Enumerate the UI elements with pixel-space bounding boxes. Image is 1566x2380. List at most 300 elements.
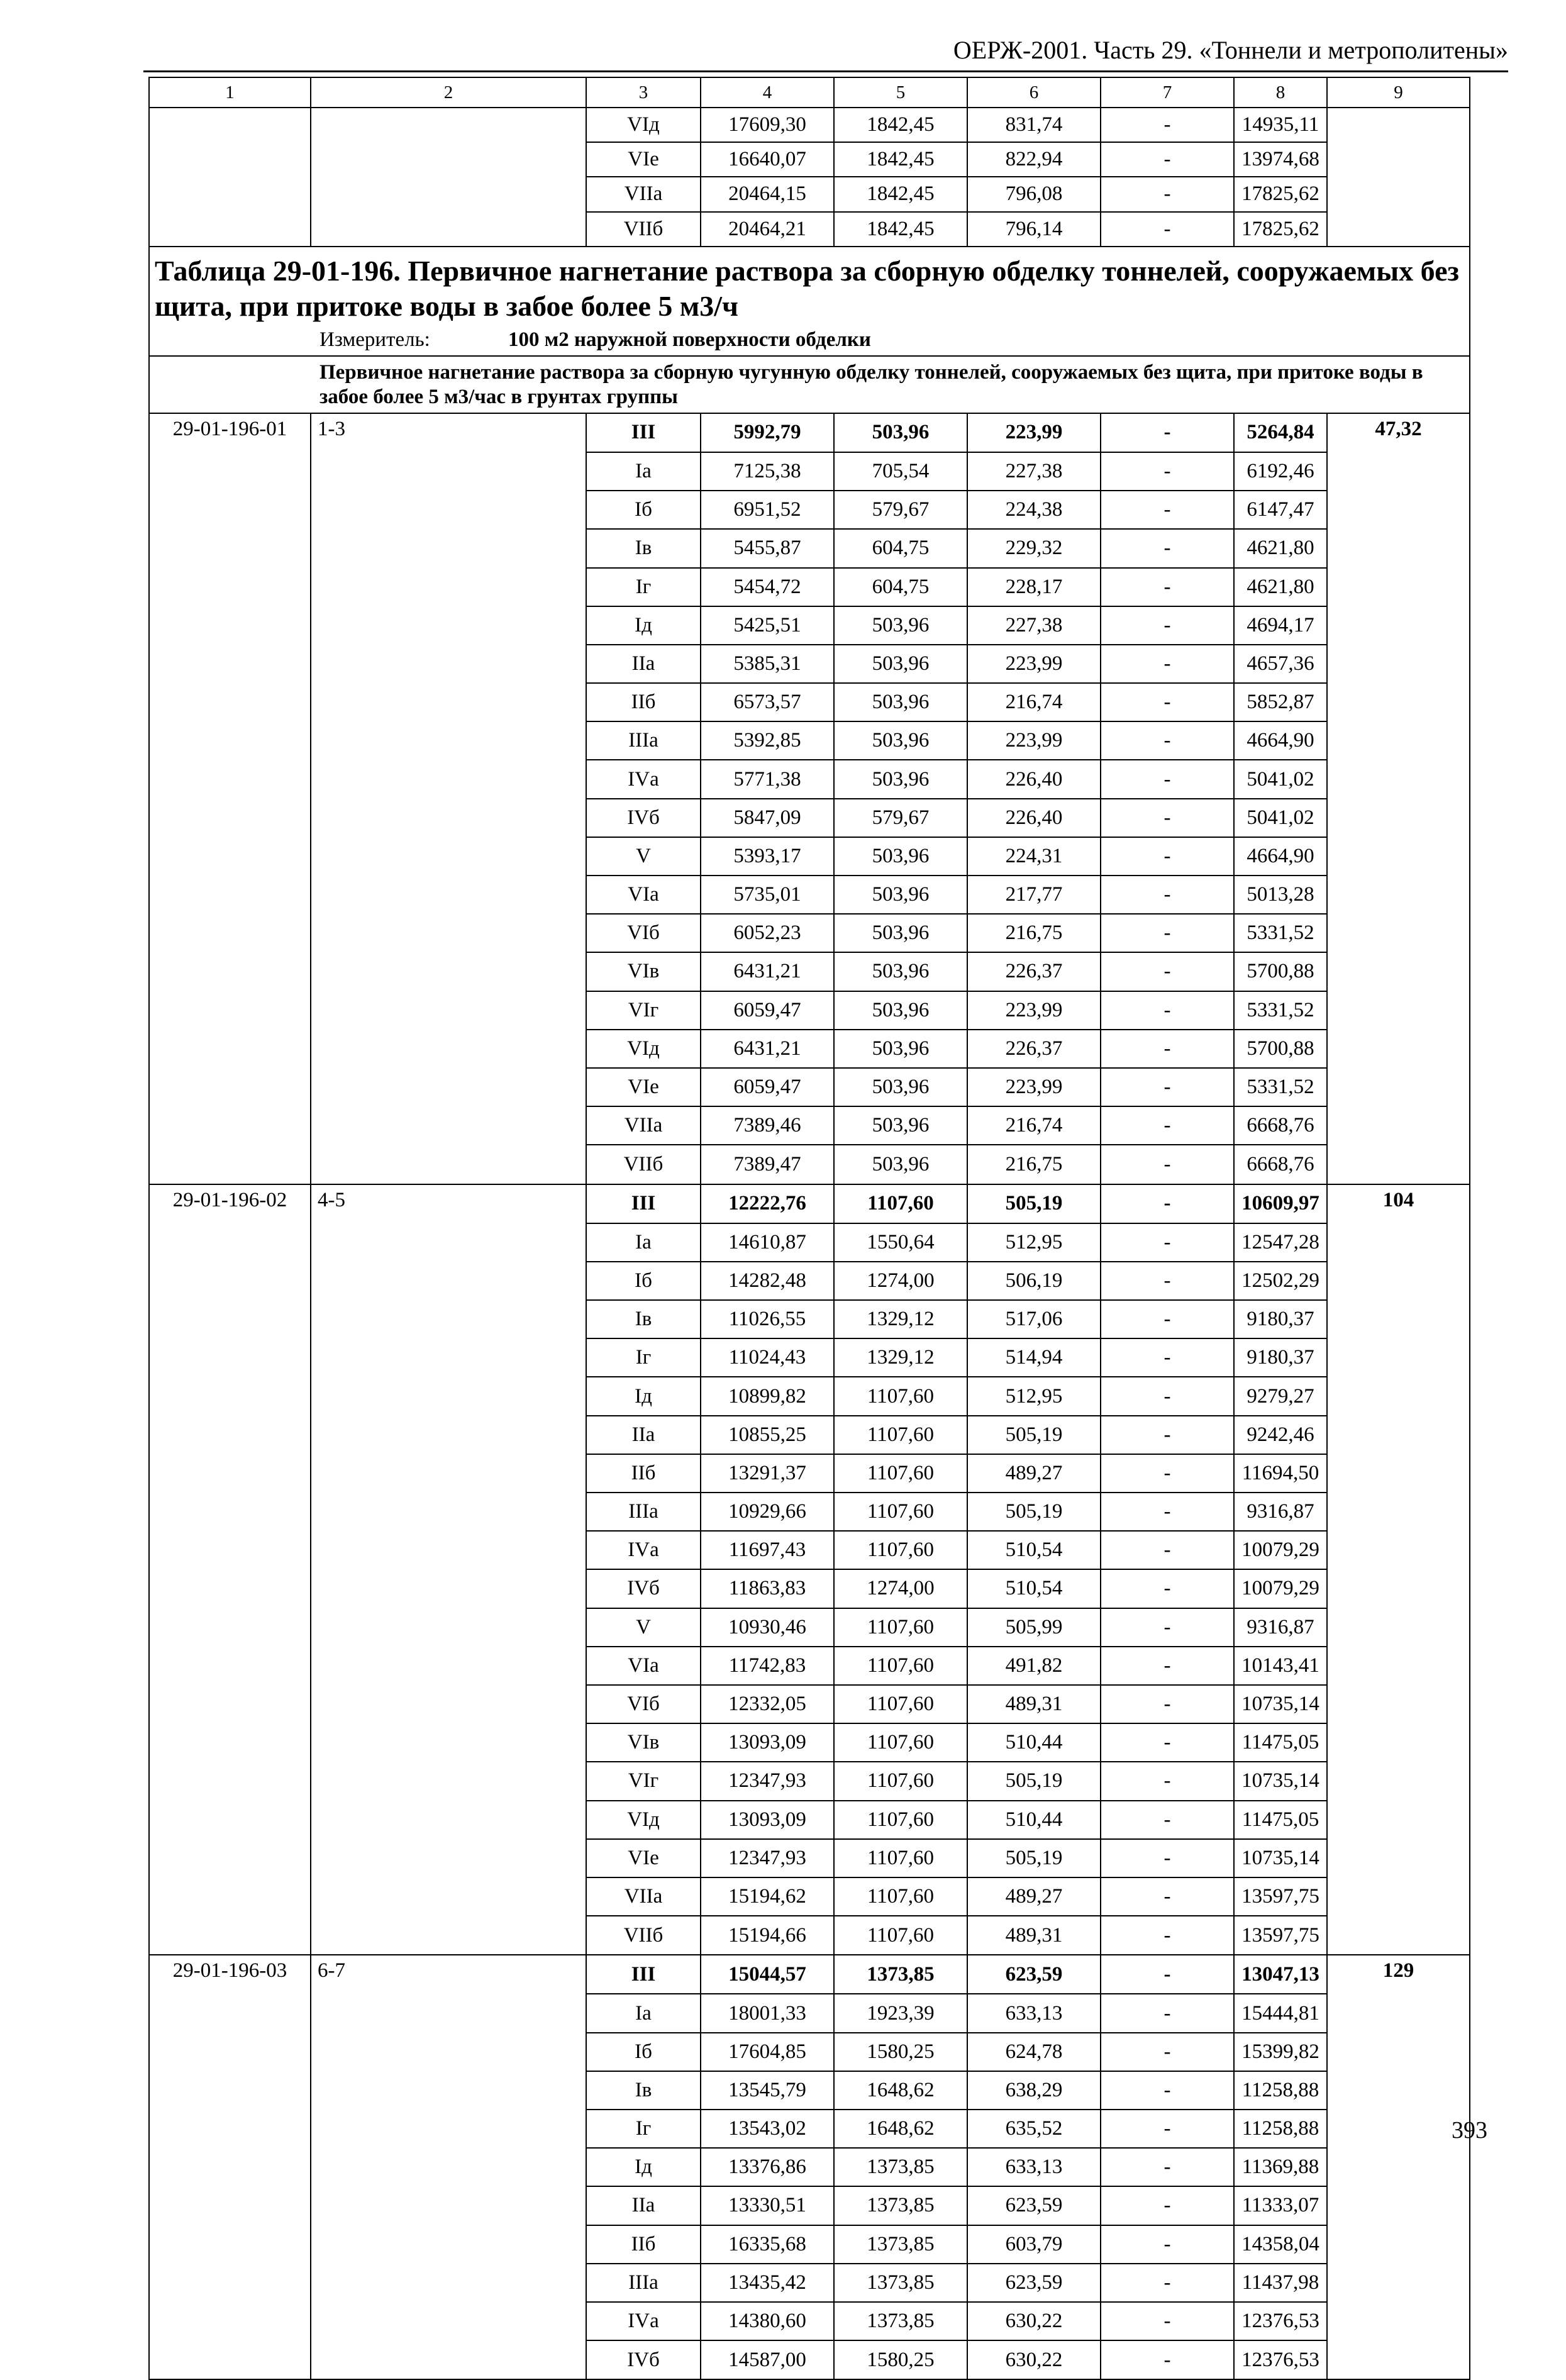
resource-empty bbox=[1327, 1839, 1470, 1877]
table-cell: Iв bbox=[586, 1300, 701, 1338]
table-cell: IIб bbox=[586, 1454, 701, 1493]
table-cell: 4621,80 bbox=[1234, 529, 1327, 567]
page-number: 393 bbox=[1452, 2117, 1487, 2144]
table-cell: Iг bbox=[586, 2110, 701, 2148]
table-cell: 7125,38 bbox=[701, 452, 834, 491]
rate-code-empty bbox=[149, 1300, 311, 1338]
soil-group-empty bbox=[311, 606, 586, 645]
table-row bbox=[149, 413, 1470, 452]
table-cell: 11333,07 bbox=[1234, 2186, 1327, 2225]
table-cell: 6052,23 bbox=[701, 914, 834, 952]
soil-group-empty bbox=[311, 2302, 586, 2340]
table-cell: 604,75 bbox=[834, 529, 967, 567]
page-header-title: ОЕРЖ-2001. Часть 29. «Тоннели и метрополитены» bbox=[953, 36, 1508, 64]
rate-code-empty bbox=[149, 2033, 311, 2071]
resource-empty bbox=[1327, 1106, 1470, 1145]
table-cell: VIб bbox=[586, 914, 701, 952]
table-row bbox=[149, 1762, 1470, 1800]
table-cell: 13435,42 bbox=[701, 2264, 834, 2302]
table-cell: 228,17 bbox=[967, 568, 1101, 606]
table-cell: Iд bbox=[586, 1377, 701, 1415]
table-cell: 10079,29 bbox=[1234, 1569, 1327, 1608]
soil-group-empty bbox=[311, 2071, 586, 2110]
table-cell: 15194,66 bbox=[701, 1916, 834, 1955]
table-cell: 13543,02 bbox=[701, 2110, 834, 2148]
soil-group: 1-3 bbox=[311, 413, 586, 452]
rate-code-empty bbox=[149, 1531, 311, 1569]
column-number: 8 bbox=[1234, 77, 1327, 108]
table-cell: 1842,45 bbox=[834, 108, 967, 142]
table-row bbox=[149, 760, 1470, 798]
rate-code-empty bbox=[149, 1223, 311, 1262]
table-cell: 6192,46 bbox=[1234, 452, 1327, 491]
resource-empty bbox=[1327, 799, 1470, 837]
table-cell: 14358,04 bbox=[1234, 2225, 1327, 2264]
table-row bbox=[149, 876, 1470, 914]
table-cell: III bbox=[586, 1955, 701, 1994]
table-cell: 505,19 bbox=[967, 1839, 1101, 1877]
rate-code-empty bbox=[149, 491, 311, 529]
resource-empty bbox=[1327, 1762, 1470, 1800]
table-cell: 11742,83 bbox=[701, 1647, 834, 1685]
table-cell: - bbox=[1101, 1223, 1234, 1262]
table-row bbox=[149, 1839, 1470, 1877]
soil-group-empty bbox=[311, 1223, 586, 1262]
table-cell: 13093,09 bbox=[701, 1801, 834, 1839]
table-cell: Iв bbox=[586, 2071, 701, 2110]
table-row bbox=[149, 1030, 1470, 1068]
table-cell: 5013,28 bbox=[1234, 876, 1327, 914]
table-cell: IIIа bbox=[586, 1493, 701, 1531]
table-row bbox=[149, 1068, 1470, 1106]
table-cell: 5392,85 bbox=[701, 721, 834, 760]
resource-empty bbox=[1327, 1608, 1470, 1647]
soil-group-empty bbox=[311, 1030, 586, 1068]
table-cell: - bbox=[1101, 1647, 1234, 1685]
table-cell: 10609,97 bbox=[1234, 1184, 1327, 1223]
table-cell: 1107,60 bbox=[834, 1801, 967, 1839]
table-cell: 505,19 bbox=[967, 1493, 1101, 1531]
table-cell: V bbox=[586, 1608, 701, 1647]
table-cell: 226,40 bbox=[967, 799, 1101, 837]
table-cell: - bbox=[1101, 645, 1234, 683]
rate-code-empty bbox=[149, 568, 311, 606]
table-row bbox=[149, 1723, 1470, 1762]
table-cell: - bbox=[1101, 1994, 1234, 2032]
soil-group-empty bbox=[311, 1762, 586, 1800]
table-cell: - bbox=[1101, 1030, 1234, 1068]
table-cell: - bbox=[1101, 212, 1234, 247]
blank-cell bbox=[1327, 177, 1470, 211]
table-cell: IVб bbox=[586, 799, 701, 837]
table-cell: 11258,88 bbox=[1234, 2071, 1327, 2110]
table-cell: 505,19 bbox=[967, 1184, 1101, 1223]
table-cell: IIа bbox=[586, 2186, 701, 2225]
table-cell: 503,96 bbox=[834, 1030, 967, 1068]
table-cell: 1373,85 bbox=[834, 2264, 967, 2302]
soil-group-empty bbox=[311, 721, 586, 760]
soil-group: 4-5 bbox=[311, 1184, 586, 1223]
rate-code-empty bbox=[149, 2302, 311, 2340]
table-cell: Iд bbox=[586, 2148, 701, 2186]
table-cell: - bbox=[1101, 606, 1234, 645]
resource-empty bbox=[1327, 1877, 1470, 1916]
table-cell: 14587,00 bbox=[701, 2340, 834, 2379]
rate-code: 29-01-196-03 bbox=[149, 1955, 311, 1994]
soil-group-empty bbox=[311, 2340, 586, 2379]
table-cell: 510,44 bbox=[967, 1723, 1101, 1762]
table-cell: 217,77 bbox=[967, 876, 1101, 914]
table-cell: 224,31 bbox=[967, 837, 1101, 876]
table-row bbox=[149, 1106, 1470, 1145]
table-cell: - bbox=[1101, 2340, 1234, 2379]
table-row bbox=[149, 2186, 1470, 2225]
table-cell: - bbox=[1101, 1338, 1234, 1377]
table-cell: 1373,85 bbox=[834, 2148, 967, 2186]
blank-cell bbox=[149, 142, 311, 177]
soil-group-empty bbox=[311, 914, 586, 952]
table-cell: 503,96 bbox=[834, 1145, 967, 1184]
table-row bbox=[149, 1916, 1470, 1955]
blank-cell bbox=[311, 212, 586, 247]
table-cell: IVб bbox=[586, 2340, 701, 2379]
soil-group-empty bbox=[311, 1068, 586, 1106]
table-cell: VIв bbox=[586, 952, 701, 991]
resource-empty bbox=[1327, 2071, 1470, 2110]
soil-group-empty bbox=[311, 1608, 586, 1647]
resource-empty bbox=[1327, 1531, 1470, 1569]
blank-cell bbox=[311, 108, 586, 142]
soil-group-empty bbox=[311, 1685, 586, 1723]
table-cell: 11863,83 bbox=[701, 1569, 834, 1608]
table-cell: - bbox=[1101, 1493, 1234, 1531]
table-row bbox=[149, 1801, 1470, 1839]
resource-empty bbox=[1327, 2225, 1470, 2264]
table-cell: 11475,05 bbox=[1234, 1723, 1327, 1762]
table-cell: 224,38 bbox=[967, 491, 1101, 529]
table-row bbox=[149, 2225, 1470, 2264]
continuation-row bbox=[149, 177, 1470, 211]
table-cell: 579,67 bbox=[834, 491, 967, 529]
table-cell: VIIа bbox=[586, 1106, 701, 1145]
table-cell: - bbox=[1101, 452, 1234, 491]
table-row bbox=[149, 1877, 1470, 1916]
table-cell: 503,96 bbox=[834, 606, 967, 645]
table-row bbox=[149, 2110, 1470, 2148]
rate-code-empty bbox=[149, 2264, 311, 2302]
table-cell: 579,67 bbox=[834, 799, 967, 837]
table-cell: - bbox=[1101, 1377, 1234, 1415]
rate-code-empty bbox=[149, 991, 311, 1030]
resource-empty bbox=[1327, 1300, 1470, 1338]
table-cell: IIа bbox=[586, 645, 701, 683]
rate-code-empty bbox=[149, 1877, 311, 1916]
table-cell: 1923,39 bbox=[834, 1994, 967, 2032]
table-cell: - bbox=[1101, 952, 1234, 991]
table-cell: 503,96 bbox=[834, 760, 967, 798]
table-cell: - bbox=[1101, 1839, 1234, 1877]
table-cell: 11258,88 bbox=[1234, 2110, 1327, 2148]
table-cell: 15444,81 bbox=[1234, 1994, 1327, 2032]
resource-value: 129 bbox=[1327, 1955, 1470, 1994]
table-cell: 705,54 bbox=[834, 452, 967, 491]
table-cell: 16640,07 bbox=[701, 142, 834, 177]
unit-value: 100 м2 наружной поверхности обделки bbox=[508, 328, 871, 351]
header-rule bbox=[143, 70, 1508, 72]
rate-code-empty bbox=[149, 952, 311, 991]
soil-group-empty bbox=[311, 2225, 586, 2264]
resource-empty bbox=[1327, 914, 1470, 952]
table-row bbox=[149, 837, 1470, 876]
rate-code-empty bbox=[149, 1454, 311, 1493]
rate-code-empty bbox=[149, 1839, 311, 1877]
blank-cell bbox=[149, 108, 311, 142]
table-cell: Iд bbox=[586, 606, 701, 645]
table-cell: 13597,75 bbox=[1234, 1877, 1327, 1916]
table-cell: 10079,29 bbox=[1234, 1531, 1327, 1569]
continuation-row bbox=[149, 212, 1470, 247]
resource-empty bbox=[1327, 491, 1470, 529]
table-cell: 5331,52 bbox=[1234, 991, 1327, 1030]
resource-empty bbox=[1327, 1723, 1470, 1762]
table-row bbox=[149, 1338, 1470, 1377]
table-cell: 1373,85 bbox=[834, 1955, 967, 1994]
table-cell: 5992,79 bbox=[701, 413, 834, 452]
table-cell: 12376,53 bbox=[1234, 2302, 1327, 2340]
table-cell: 603,79 bbox=[967, 2225, 1101, 2264]
column-number: 5 bbox=[834, 77, 967, 108]
soil-group-empty bbox=[311, 2264, 586, 2302]
soil-group-empty bbox=[311, 1106, 586, 1145]
table-cell: 5425,51 bbox=[701, 606, 834, 645]
resource-empty bbox=[1327, 760, 1470, 798]
table-cell: 4694,17 bbox=[1234, 606, 1327, 645]
table-cell: 633,13 bbox=[967, 1994, 1101, 2032]
rate-code-empty bbox=[149, 683, 311, 721]
table-cell: 503,96 bbox=[834, 645, 967, 683]
table-cell: VIе bbox=[586, 142, 701, 177]
table-cell: 5771,38 bbox=[701, 760, 834, 798]
table-cell: 5455,87 bbox=[701, 529, 834, 567]
table-cell: 5041,02 bbox=[1234, 799, 1327, 837]
table-cell: 11694,50 bbox=[1234, 1454, 1327, 1493]
blank-cell bbox=[149, 177, 311, 211]
table-cell: - bbox=[1101, 1955, 1234, 1994]
table-cell: 1329,12 bbox=[834, 1300, 967, 1338]
table-row bbox=[149, 2264, 1470, 2302]
rate-code-empty bbox=[149, 760, 311, 798]
table-cell: 503,96 bbox=[834, 413, 967, 452]
resource-empty bbox=[1327, 1454, 1470, 1493]
table-title: Таблица 29-01-196. Первичное нагнетание раствора за сборную обделку тоннелей, сооружаемых без щита, при притоке воды в забое более 5 м3/ч bbox=[155, 254, 1459, 322]
table-cell: 1107,60 bbox=[834, 1531, 967, 1569]
table-cell: 9180,37 bbox=[1234, 1300, 1327, 1338]
table-cell: VIа bbox=[586, 876, 701, 914]
soil-group-empty bbox=[311, 760, 586, 798]
table-cell: 12332,05 bbox=[701, 1685, 834, 1723]
table-cell: 5700,88 bbox=[1234, 1030, 1327, 1068]
soil-group-empty bbox=[311, 1647, 586, 1685]
table-cell: 17825,62 bbox=[1234, 212, 1327, 247]
resource-empty bbox=[1327, 1685, 1470, 1723]
table-cell: - bbox=[1101, 1106, 1234, 1145]
soil-group-empty bbox=[311, 952, 586, 991]
subheading-cell bbox=[149, 356, 1470, 413]
table-cell: - bbox=[1101, 721, 1234, 760]
table-cell: - bbox=[1101, 1916, 1234, 1955]
table-cell: 14610,87 bbox=[701, 1223, 834, 1262]
table-cell: 12547,28 bbox=[1234, 1223, 1327, 1262]
rate-code-empty bbox=[149, 1608, 311, 1647]
table-cell: 503,96 bbox=[834, 837, 967, 876]
rate-code-empty bbox=[149, 1262, 311, 1300]
table-cell: 227,38 bbox=[967, 606, 1101, 645]
table-cell: Iб bbox=[586, 491, 701, 529]
table-row bbox=[149, 991, 1470, 1030]
rate-code: 29-01-196-01 bbox=[149, 413, 311, 452]
table-cell: - bbox=[1101, 413, 1234, 452]
table-cell: 13376,86 bbox=[701, 2148, 834, 2186]
column-number: 2 bbox=[311, 77, 586, 108]
table-cell: 4664,90 bbox=[1234, 837, 1327, 876]
price-table-body bbox=[149, 77, 1470, 2379]
soil-group-empty bbox=[311, 529, 586, 567]
table-cell: 11697,43 bbox=[701, 1531, 834, 1569]
resource-empty bbox=[1327, 1994, 1470, 2032]
table-cell: 11024,43 bbox=[701, 1338, 834, 1377]
blank-cell bbox=[311, 177, 586, 211]
rate-code-empty bbox=[149, 452, 311, 491]
table-cell: 14380,60 bbox=[701, 2302, 834, 2340]
table-row bbox=[149, 2071, 1470, 2110]
table-cell: - bbox=[1101, 1300, 1234, 1338]
table-cell: - bbox=[1101, 683, 1234, 721]
table-cell: 5454,72 bbox=[701, 568, 834, 606]
table-cell: 10930,46 bbox=[701, 1608, 834, 1647]
table-cell: IVб bbox=[586, 1569, 701, 1608]
table-row bbox=[149, 1416, 1470, 1454]
soil-group-empty bbox=[311, 2110, 586, 2148]
table-cell: - bbox=[1101, 568, 1234, 606]
table-cell: Iг bbox=[586, 568, 701, 606]
soil-group-empty bbox=[311, 645, 586, 683]
soil-group-empty bbox=[311, 1569, 586, 1608]
rate-code-empty bbox=[149, 2340, 311, 2379]
table-cell: 1107,60 bbox=[834, 1454, 967, 1493]
rate-code-empty bbox=[149, 1106, 311, 1145]
table-cell: 503,96 bbox=[834, 952, 967, 991]
subheading: Первичное нагнетание раствора за сборную чугунную обделку тоннелей, сооружаемых без щита, при притоке воды в забое более 5 м3/час в грунтах группы bbox=[319, 360, 1423, 409]
rate-code-empty bbox=[149, 721, 311, 760]
table-cell: 623,59 bbox=[967, 2264, 1101, 2302]
soil-group-empty bbox=[311, 1377, 586, 1415]
table-cell: Iа bbox=[586, 1994, 701, 2032]
table-cell: 623,59 bbox=[967, 1955, 1101, 1994]
table-cell: 5393,17 bbox=[701, 837, 834, 876]
rate-code-empty bbox=[149, 1916, 311, 1955]
rate-code-empty bbox=[149, 2186, 311, 2225]
table-row bbox=[149, 1145, 1470, 1184]
column-number: 6 bbox=[967, 77, 1101, 108]
table-row bbox=[149, 529, 1470, 567]
table-cell: 5847,09 bbox=[701, 799, 834, 837]
table-cell: 13330,51 bbox=[701, 2186, 834, 2225]
table-cell: 512,95 bbox=[967, 1377, 1101, 1415]
table-cell: Iг bbox=[586, 1338, 701, 1377]
rate-code-empty bbox=[149, 876, 311, 914]
table-cell: 1648,62 bbox=[834, 2071, 967, 2110]
table-cell: 5385,31 bbox=[701, 645, 834, 683]
table-cell: - bbox=[1101, 2148, 1234, 2186]
table-cell: 5700,88 bbox=[1234, 952, 1327, 991]
column-number-row bbox=[149, 77, 1470, 108]
table-cell: 1842,45 bbox=[834, 142, 967, 177]
table-cell: 11026,55 bbox=[701, 1300, 834, 1338]
table-cell: - bbox=[1101, 876, 1234, 914]
table-cell: 1107,60 bbox=[834, 1723, 967, 1762]
table-cell: VIв bbox=[586, 1723, 701, 1762]
table-cell: 1107,60 bbox=[834, 1416, 967, 1454]
blank-cell bbox=[1327, 212, 1470, 247]
rate-code-empty bbox=[149, 529, 311, 567]
table-cell: 10735,14 bbox=[1234, 1685, 1327, 1723]
table-cell: 489,27 bbox=[967, 1877, 1101, 1916]
table-cell: 18001,33 bbox=[701, 1994, 834, 2032]
table-row bbox=[149, 2340, 1470, 2379]
table-row bbox=[149, 1262, 1470, 1300]
table-cell: 1373,85 bbox=[834, 2225, 967, 2264]
table-cell: 12347,93 bbox=[701, 1839, 834, 1877]
table-cell: 13597,75 bbox=[1234, 1916, 1327, 1955]
table-cell: 1373,85 bbox=[834, 2302, 967, 2340]
table-cell: - bbox=[1101, 1877, 1234, 1916]
table-cell: 822,94 bbox=[967, 142, 1101, 177]
table-cell: 9316,87 bbox=[1234, 1493, 1327, 1531]
table-cell: 1107,60 bbox=[834, 1685, 967, 1723]
soil-group-empty bbox=[311, 1531, 586, 1569]
table-row bbox=[149, 491, 1470, 529]
resource-empty bbox=[1327, 606, 1470, 645]
table-cell: 796,14 bbox=[967, 212, 1101, 247]
table-cell: 216,75 bbox=[967, 914, 1101, 952]
resource-empty bbox=[1327, 1223, 1470, 1262]
table-cell: 223,99 bbox=[967, 645, 1101, 683]
table-cell: 831,74 bbox=[967, 108, 1101, 142]
table-row bbox=[149, 606, 1470, 645]
soil-group-empty bbox=[311, 991, 586, 1030]
table-cell: - bbox=[1101, 799, 1234, 837]
rate-code-empty bbox=[149, 1994, 311, 2032]
table-cell: - bbox=[1101, 1685, 1234, 1723]
table-cell: 9316,87 bbox=[1234, 1608, 1327, 1647]
table-cell: 503,96 bbox=[834, 991, 967, 1030]
resource-empty bbox=[1327, 1647, 1470, 1685]
table-cell: 13291,37 bbox=[701, 1454, 834, 1493]
table-cell: 9242,46 bbox=[1234, 1416, 1327, 1454]
table-cell: VIе bbox=[586, 1839, 701, 1877]
table-cell: 17604,85 bbox=[701, 2033, 834, 2071]
table-cell: 15194,62 bbox=[701, 1877, 834, 1916]
soil-group-empty bbox=[311, 1338, 586, 1377]
soil-group-empty bbox=[311, 1493, 586, 1531]
table-title-row bbox=[149, 247, 1470, 356]
table-cell: 227,38 bbox=[967, 452, 1101, 491]
table-cell: 505,19 bbox=[967, 1762, 1101, 1800]
table-cell: 10735,14 bbox=[1234, 1839, 1327, 1877]
table-cell: - bbox=[1101, 2302, 1234, 2340]
table-cell: - bbox=[1101, 1145, 1234, 1184]
table-cell: 1550,64 bbox=[834, 1223, 967, 1262]
